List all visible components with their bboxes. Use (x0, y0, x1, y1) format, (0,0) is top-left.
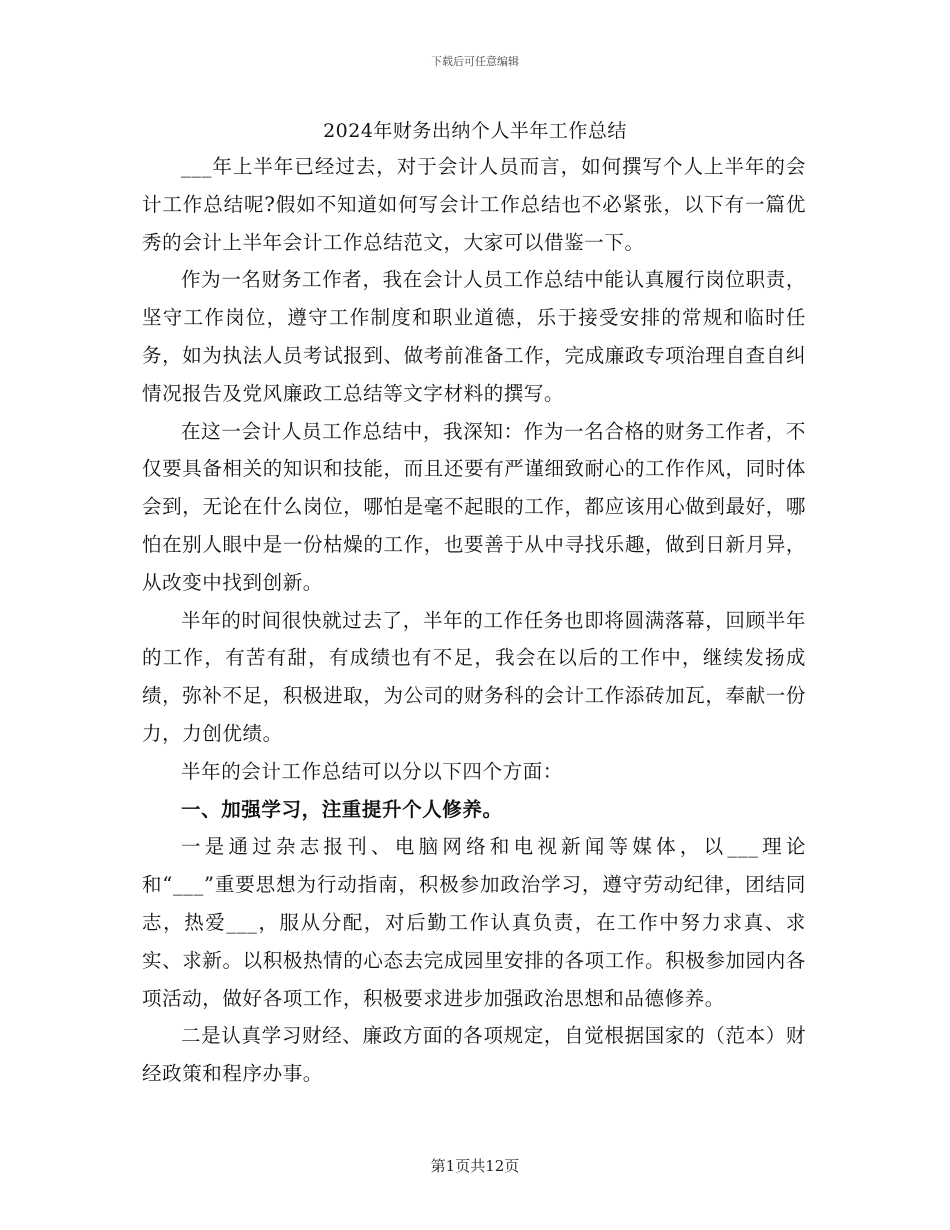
review-paragraph: 半年的时间很快就过去了，半年的工作任务也即将圆满落幕，回顾半年的工作，有苦有甜，有成绩也有不足，我会在以后的工作中，继续发扬成绩，弥补不足，积极进取，为公司的财务科的会计工作添砖加瓦，奉献一份力，力创优绩。 (142, 608, 806, 745)
page-footer: 第1页共12页 (430, 1157, 520, 1175)
aspects-intro-paragraph: 半年的会计工作总结可以分以下四个方面： (181, 759, 563, 783)
document-body (142, 148, 806, 1093)
point-two-paragraph: 二是认真学习财经、廉政方面的各项规定，自觉根据国家的（范本）财经政策和程序办事。 (142, 1024, 806, 1086)
page-header: 下载后可任意编辑 (431, 55, 519, 68)
section-heading: 一、加强学习，注重提升个人修养。 (181, 797, 503, 821)
document-title: 2024年财务出纳个人半年工作总结 (323, 120, 627, 142)
point-one-paragraph: 一是通过杂志报刊、电脑网络和电视新闻等媒体，以___理论和“___”重要思想为行动指南，积极参加政治学习，遵守劳动纪律，团结同志，热爱___，服从分配，对后勤工作认真负责，在工作中努力求真、求实、求新。以积极热情的心态去完成园里安排的各项工作。积极参加园内各项活动，做好各项工作，积极要求进步加强政治思想和品德修养。 (142, 835, 806, 1010)
intro-paragraph: ___年上半年已经过去，对于会计人员而言，如何撰写个人上半年的会计工作总结呢?假如不知道如何写会计工作总结也不必紧张，以下有一篇优秀的会计上半年会计工作总结范文，大家可以借鉴一下。 (142, 155, 806, 254)
duty-paragraph: 作为一名财务工作者，我在会计人员工作总结中能认真履行岗位职责，坚守工作岗位，遵守工作制度和职业道德，乐于接受安排的常规和临时任务，如为执法人员考试报到、做考前准备工作，完成廉政专项治理自查自纠情况报告及党风廉政工总结等文字材料的撰写。 (142, 268, 806, 405)
reflection-paragraph: 在这一会计人员工作总结中，我深知：作为一名合格的财务工作者，不仅要具备相关的知识和技能，而且还要有严谨细致耐心的工作作风，同时体会到，无论在什么岗位，哪怕是毫不起眼的工作，都应该用心做到最好，哪怕在别人眼中是一份枯燥的工作，也要善于从中寻找乐趣，做到日新月异，从改变中找到创新。 (142, 419, 806, 594)
